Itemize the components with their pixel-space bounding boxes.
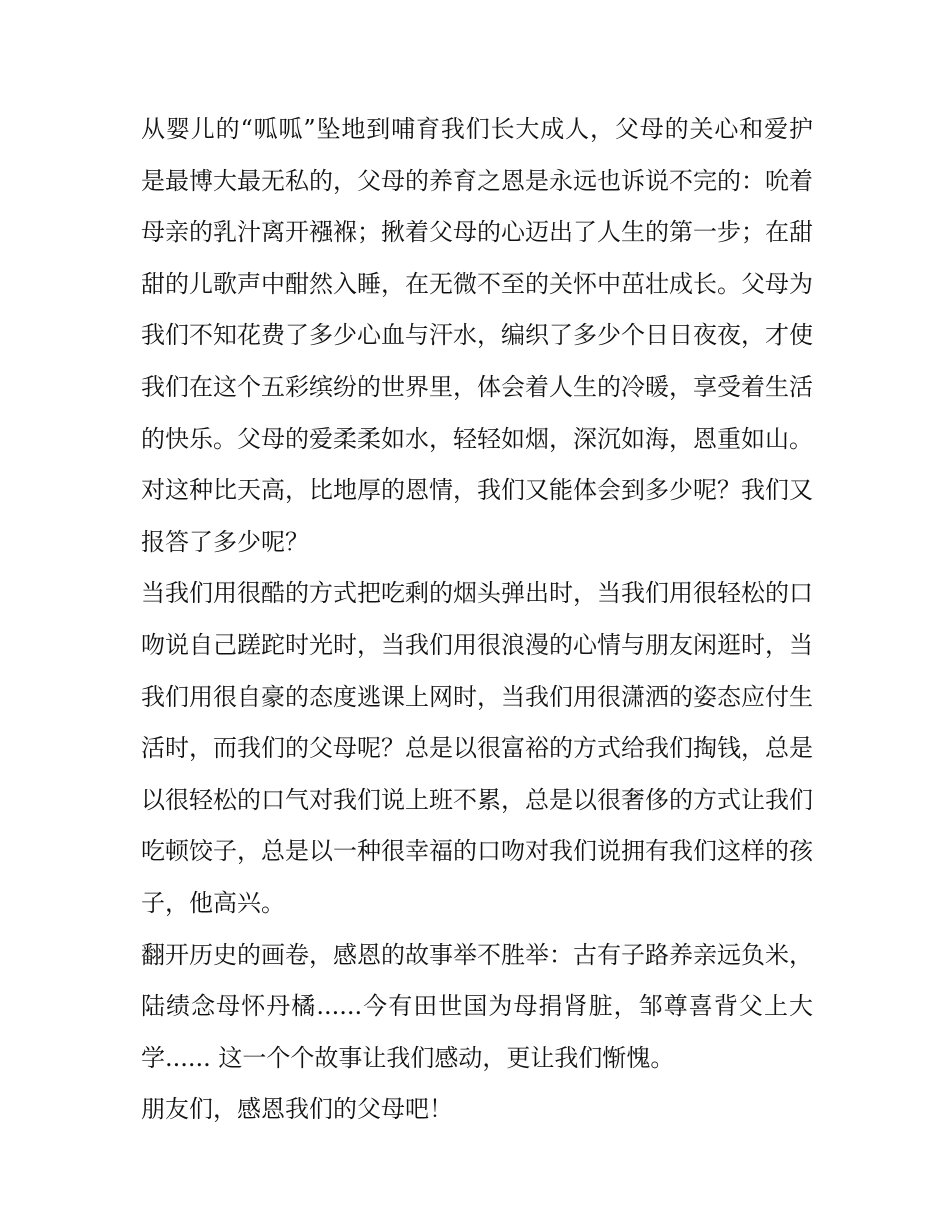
paragraph-4: 朋友们，感恩我们的父母吧！ xyxy=(141,1095,453,1124)
paragraph-3: 翻开历史的画卷，感恩的故事举不胜举：古有子路养亲远负米，陆绩念母怀丹橘......今有田世国为母捐肾脏，邹尊喜背父上大学...... 这一个个故事让我们感动，更让我们惭愧。 xyxy=(141,940,813,1072)
paragraph-2: 当我们用很酷的方式把吃剩的烟头弹出时，当我们用很轻松的口吻说自己蹉跎时光时，当我们用很浪漫的心情与朋友闲逛时，当我们用很自豪的态度逃课上网时，当我们用很潇洒的姿态应付生活时，而我们的父母呢？总是以很富裕的方式给我们掏钱，总是以很轻松的口气对我们说上班不累，总是以很奢侈的方式让我们吃顿饺子，总是以一种很幸福的口吻对我们说拥有我们这样的孩子，他高兴。 xyxy=(141,579,813,917)
paragraph-1: 从婴儿的“呱呱”坠地到哺育我们长大成人，父母的关心和爱护是最博大最无私的，父母的养育之恩是永远也诉说不完的：吮着母亲的乳汁离开襁褓；揪着父母的心迈出了人生的第一步；在甜甜的儿歌声中酣然入睡，在无微不至的关怀中茁壮成长。父母为我们不知花费了多少心血与汗水，编织了多少个日日夜夜，才使我们在这个五彩缤纷的世界里，体会着人生的冷暖，享受着生活的快乐。父母的爱柔柔如水，轻轻如烟，深沉如海，恩重如山。对这种比天高，比地厚的恩情，我们又能体会到多少呢？我们又报答了多少呢？ xyxy=(141,115,813,556)
document-body xyxy=(141,104,813,1136)
